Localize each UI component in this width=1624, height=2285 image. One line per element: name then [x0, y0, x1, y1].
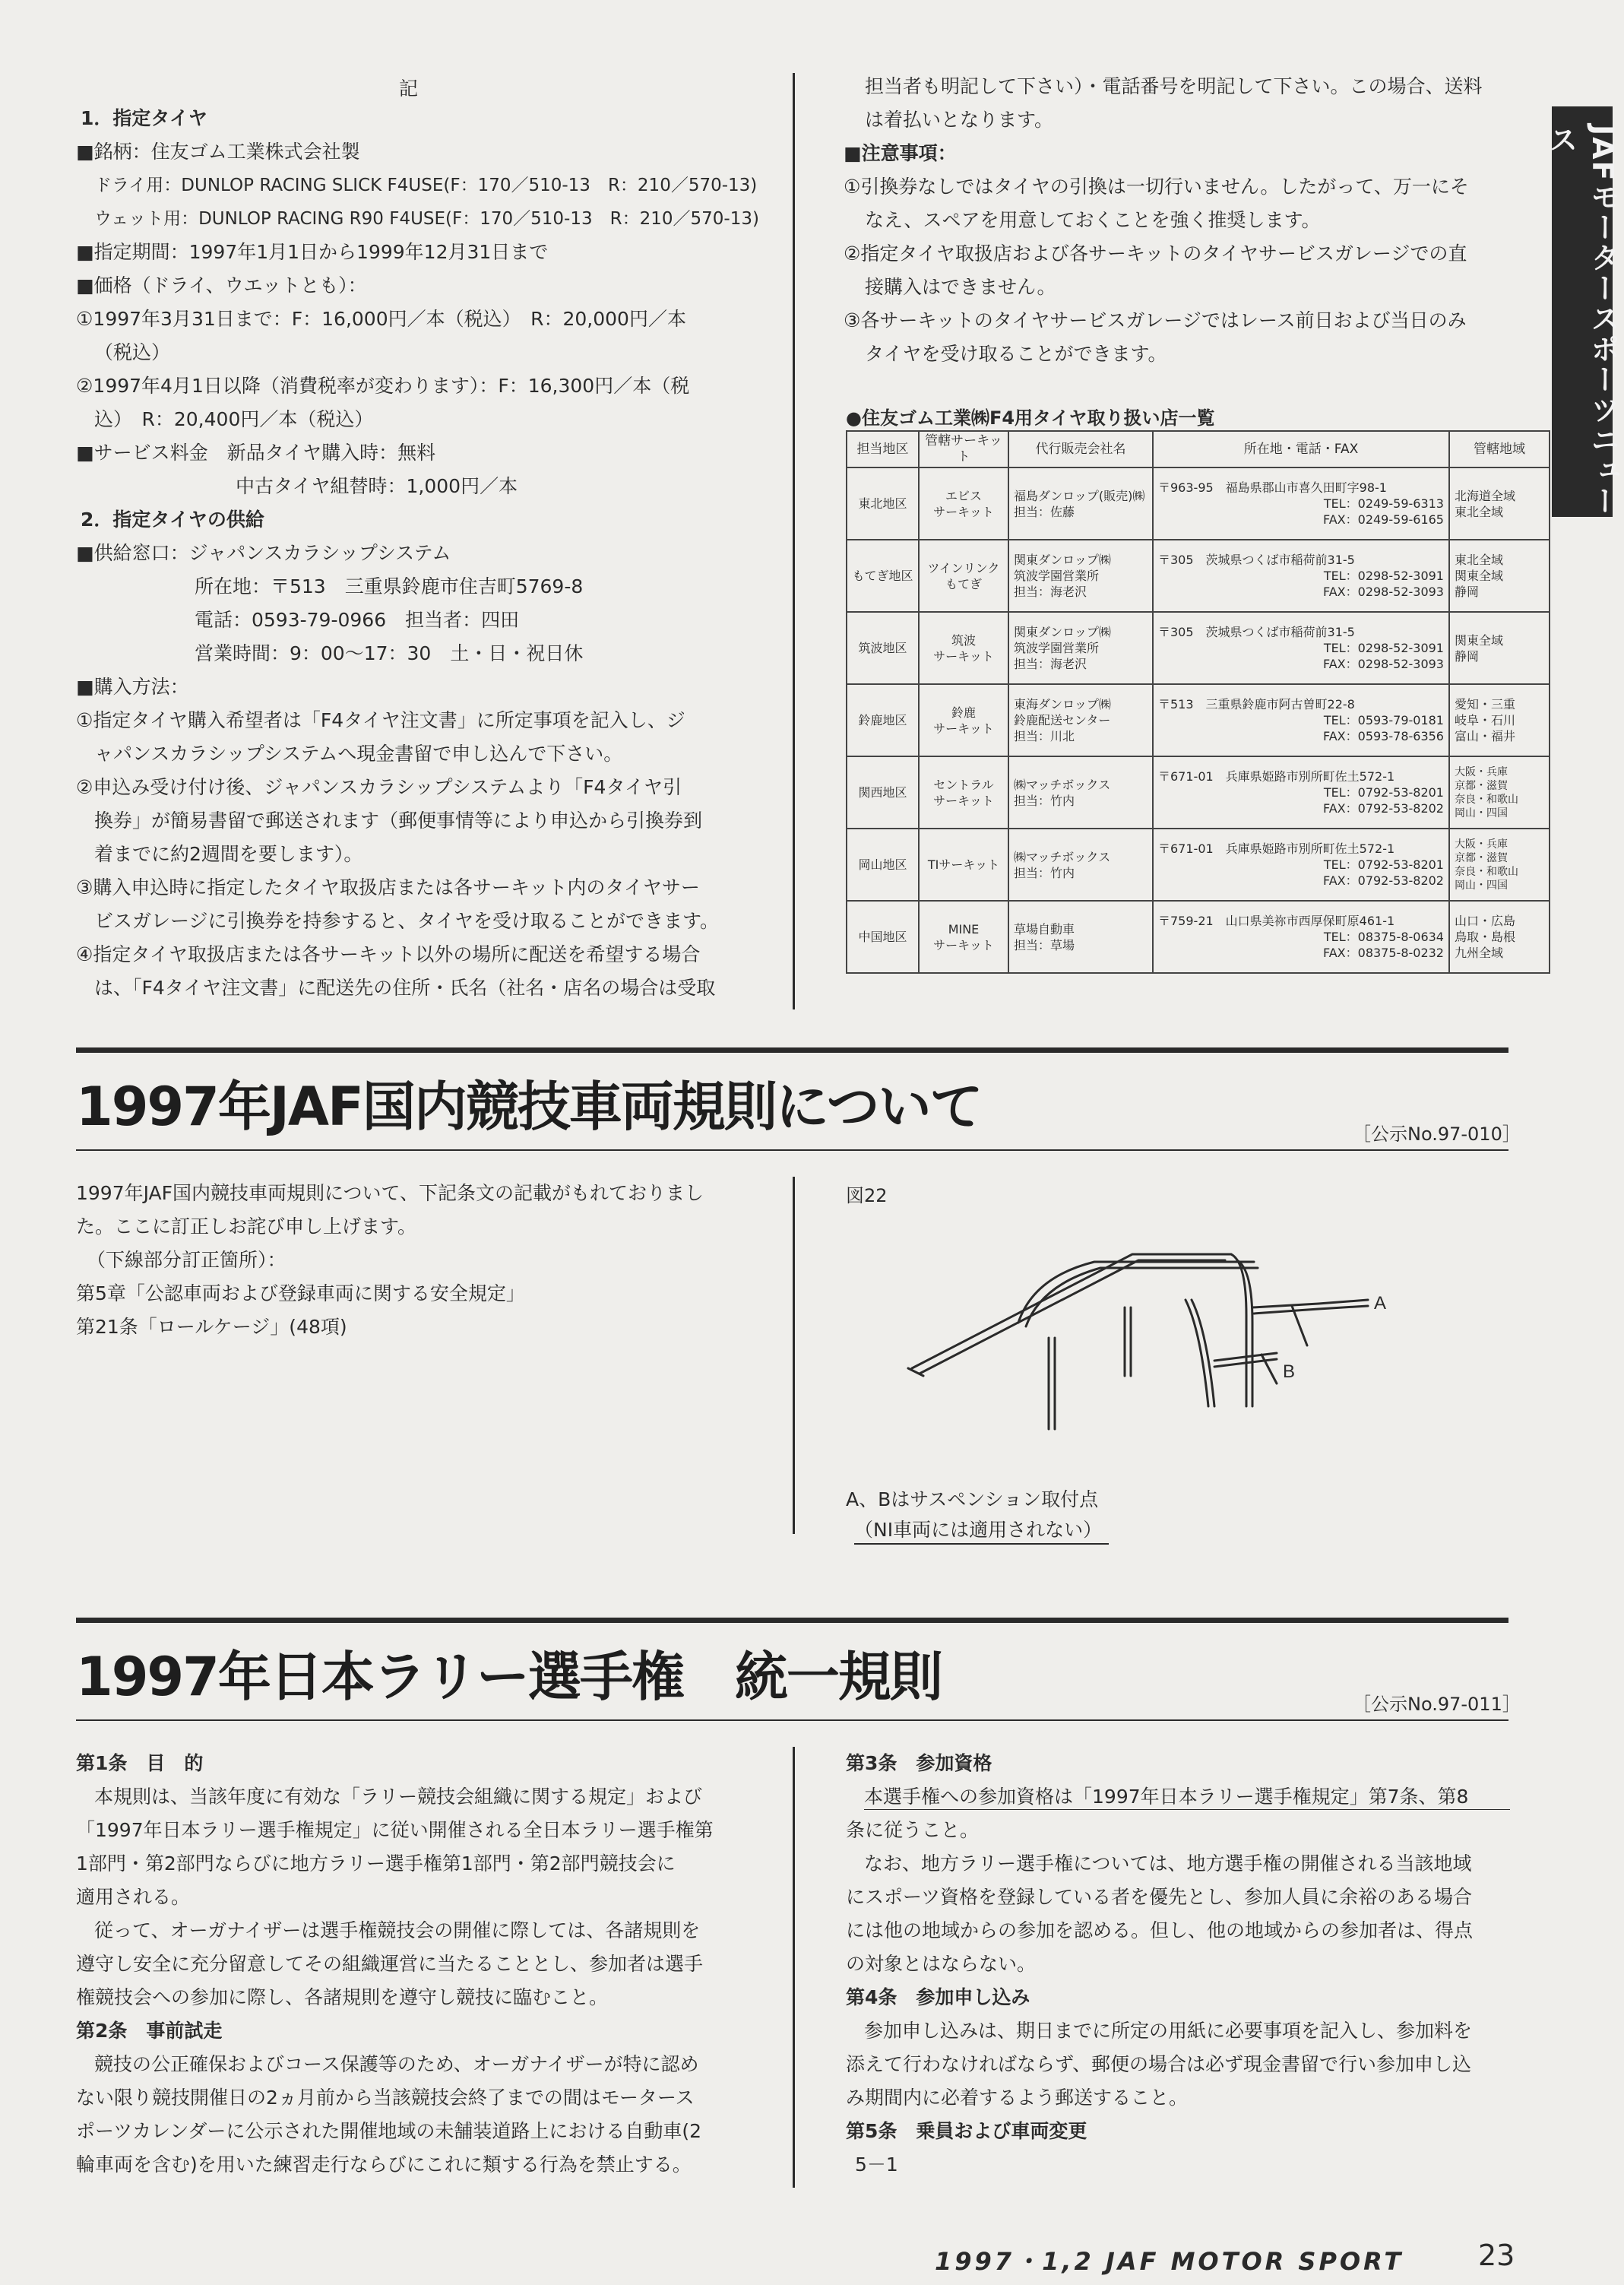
footer-magazine: 1997・1,2 JAF MOTOR SPORT [935, 2247, 1404, 2276]
cell-area: 岡山地区 [847, 829, 919, 901]
line-c3a: ③各サーキットのタイヤサービスガレージではレース前日および当日のみ [844, 309, 1467, 331]
section-title-supply: 2．指定タイヤの供給 [81, 509, 264, 531]
cell-address: 〒671-01 兵庫県姫路市別所町佐土572-1 TEL：0792-53-8201 FAX：0792-53-8202 [1153, 756, 1449, 829]
cell-circuit: エビス サーキット [919, 467, 1008, 540]
table-row [847, 829, 1550, 901]
table-header-row [847, 431, 1550, 467]
section2-notice: ［公示No.97-011］ [1353, 1694, 1521, 1715]
section-title-tire: 1．指定タイヤ [81, 107, 207, 129]
line-window: ■供給窓口：ジャパンスカラシップシステム [76, 542, 451, 564]
line-price: ■価格（ドライ、ウエットとも）： [76, 274, 367, 296]
line-r1: 担当者も明記して下さい）・電話番号を明記して下さい。この場合、送料 [865, 75, 1483, 97]
line-address: 所在地：〒513 三重県鈴鹿市住吉町5769-8 [195, 575, 584, 597]
line-brand: ■銘柄：住友ゴム工業株式会社製 [76, 141, 360, 163]
line-wet: ウェット用：DUNLOP RACING R90 F4USE(F：170／510-13 R：210／570-13) [94, 209, 759, 229]
a1-l5: 従って、オーガナイザーは選手権競技会の開催に際しては、各諸規則を [94, 1919, 701, 1941]
a3-l4: にスポーツ資格を登録している者を優先とし、参加人員に余裕のある場合 [846, 1886, 1473, 1908]
line-p2a: ②申込み受け付け後、ジャパンスカラシップシステムより「F4タイヤ引 [76, 776, 682, 798]
a3-l2: 条に従うこと。 [846, 1819, 980, 1841]
line-price-1: ①1997年3月31日まで：F：16,000円／本（税込） R：20,000円／本 [76, 308, 686, 330]
cell-address: 〒963-95 福島県郡山市喜久田町字98-1 TEL：0249-59-6313 FAX：0249-59-6165 [1153, 467, 1449, 540]
line-caution: ■注意事項： [844, 142, 957, 164]
table-row [847, 540, 1550, 612]
cell-area: もてぎ地区 [847, 540, 919, 612]
a2-l1: 競技の公正確保およびコース保護等のため、オーガナイザーが特に認め [94, 2053, 699, 2075]
tire-shop-table [846, 430, 1550, 974]
th-address: 所在地・電話・FAX [1153, 431, 1449, 467]
line-price-2b: 込） R：20,400円／本（税込） [94, 408, 374, 430]
a3-l5: には他の地域からの参加を認める。但し、他の地域からの参加者は、得点 [846, 1919, 1474, 1941]
column-divider-bottom [793, 1747, 795, 2188]
s1-line4: 第5章「公認車両および登録車両に関する安全規定」 [76, 1282, 525, 1304]
article-1-title: 第1条 目 的 [76, 1752, 204, 1774]
cell-address: 〒513 三重県鈴鹿市阿古曽町22-8 TEL：0593-79-0181 FAX：0593-78-6356 [1153, 684, 1449, 756]
a2-l4: 輪車両を含む)を用いた練習走行ならびにこれに類する行為を禁止する。 [76, 2153, 692, 2176]
column-divider-mid [793, 1177, 795, 1534]
s1-line1: 1997年JAF国内競技車両規則について、下記条文の記載がもれておりまし [76, 1182, 704, 1204]
line-phone: 電話：0593-79-0966 担当者：四田 [195, 609, 520, 631]
section1-heading-underline [76, 1149, 1508, 1151]
line-service-2: 中古タイヤ組替時：1,000円／本 [236, 475, 518, 497]
a1-l2: 「1997年日本ラリー選手権規定」に従い開催される全日本ラリー選手権第 [76, 1819, 714, 1841]
cell-company: 草場自動車 担当：草場 [1008, 901, 1153, 973]
th-company: 代行販売会社名 [1008, 431, 1153, 467]
th-region: 管轄地域 [1449, 431, 1550, 467]
table-title: ●住友ゴム工業㈱F4用タイヤ取り扱い店一覧 [846, 407, 1215, 429]
a3-l6: の対象とはならない。 [846, 1953, 1037, 1975]
cell-company: 東海ダンロップ㈱ 鈴鹿配送センター 担当：川北 [1008, 684, 1153, 756]
a4-l3: み期間内に必着するよう郵送すること。 [846, 2087, 1189, 2109]
cell-region: 関東全域 静岡 [1449, 612, 1550, 684]
label-a: A [1374, 1293, 1387, 1314]
s1-line3: （下線部分訂正箇所）： [87, 1249, 286, 1271]
a5-l1: 5－1 [855, 2153, 898, 2176]
cell-area: 中国地区 [847, 901, 919, 973]
a1-l1: 本規則は、当該年度に有効な「ラリー競技会組織に関する規定」および [94, 1786, 703, 1808]
a4-l2: 添えて行わなければならず、郵便の場合は必ず現金書留で行い参加申し込 [846, 2053, 1472, 2075]
cell-address: 〒759-21 山口県美祢市西厚保町原461-1 TEL：08375-8-0634 FAX：08375-8-0232 [1153, 901, 1449, 973]
cell-company: ㈱マッチボックス 担当：竹内 [1008, 829, 1153, 901]
th-area: 担当地区 [847, 431, 919, 467]
cell-region: 東北全域 関東全域 静岡 [1449, 540, 1550, 612]
s1-line5: 第21条「ロールケージ」(48項) [76, 1316, 347, 1338]
section1-heading: 1997年JAF国内競技車両規則について [76, 1076, 982, 1138]
cell-area: 東北地区 [847, 467, 919, 540]
cell-address: 〒305 茨城県つくば市稲荷前31-5 TEL：0298-52-3091 FAX：0298-52-3093 [1153, 612, 1449, 684]
line-c1b: なえ、スペアを用意しておくことを強く推奨します。 [865, 209, 1321, 231]
line-c1a: ①引換券なしではタイヤの引換は一切行いません。したがって、万一にそ [844, 176, 1469, 198]
table-row [847, 756, 1550, 829]
cell-area: 筑波地区 [847, 612, 919, 684]
line-c2a: ②指定タイヤ取扱店および各サーキットのタイヤサービスガレージでの直 [844, 242, 1467, 265]
table-row [847, 612, 1550, 684]
ki-mark: 記 [399, 78, 419, 100]
a2-l3: ポーツカレンダーに公示された開催地域の未舗装道路上における自動車(2 [76, 2120, 702, 2142]
line-purchase: ■購入方法： [76, 676, 189, 698]
cell-company: ㈱マッチボックス 担当：竹内 [1008, 756, 1153, 829]
section1-notice: ［公示No.97-010］ [1353, 1123, 1521, 1145]
a2-l2: ない限り競技開催日の2ヵ月前から当該競技会終了までの間はモータース [76, 2087, 695, 2109]
cell-circuit: 鈴鹿 サーキット [919, 684, 1008, 756]
cell-company: 関東ダンロップ㈱ 筑波学園営業所 担当：海老沢 [1008, 612, 1153, 684]
left-column-text [76, 102, 759, 1005]
table-row [847, 467, 1550, 540]
cell-area: 鈴鹿地区 [847, 684, 919, 756]
line-price-1b: （税込） [94, 341, 171, 363]
line-r2: は着払いとなります。 [865, 109, 1054, 131]
cell-address: 〒671-01 兵庫県姫路市別所町佐土572-1 TEL：0792-53-8201 FAX：0792-53-8202 [1153, 829, 1449, 901]
line-price-2: ②1997年4月1日以降（消費税率が変わります）：F：16,300円／本（税 [76, 375, 690, 397]
cell-circuit: ツインリンク もてぎ [919, 540, 1008, 612]
side-tab: JAFモータースポーツニュース [1552, 106, 1613, 517]
cell-address: 〒305 茨城県つくば市稲荷前31-5 TEL：0298-52-3091 FAX：0298-52-3093 [1153, 540, 1449, 612]
th-circuit: 管轄サーキット [919, 431, 1008, 467]
line-p2c: 着までに約2週間を要します）。 [94, 843, 363, 865]
cell-region: 大阪・兵庫 京都・滋賀 奈良・和歌山 岡山・四国 [1449, 829, 1550, 901]
section1-top-rule [76, 1047, 1508, 1053]
line-dry: ドライ用：DUNLOP RACING SLICK F4USE(F：170／510-13 R：210／570-13) [94, 176, 758, 195]
line-p4a: ④指定タイヤ取扱店または各サーキット以外の場所に配送を希望する場合 [76, 943, 701, 965]
article-4-title: 第4条 参加申し込み [846, 1986, 1030, 2008]
line-service-1: ■サービス料金 新品タイヤ購入時：無料 [76, 442, 436, 464]
line-p3b: ビスガレージに引換券を持参すると、タイヤを受け取ることができます。 [94, 910, 720, 932]
right-column-text [844, 70, 1483, 371]
column-divider-top [793, 73, 795, 1009]
a1-l4: 適用される。 [76, 1886, 191, 1908]
s1-line2: た。ここに訂正しお詫び申し上げます。 [76, 1215, 417, 1238]
cell-circuit: MINE サーキット [919, 901, 1008, 973]
figure-label: 図22 [846, 1185, 888, 1206]
a1-l6: 遵守し安全に充分留意してその組織運営に当たることとし、参加者は選手 [76, 1953, 704, 1975]
line-period: ■指定期間：1997年1月1日から1999年12月31日まで [76, 241, 549, 263]
line-p4b: は、「F4タイヤ注文書」に配送先の住所・氏名（社名・店名の場合は受取 [94, 977, 716, 999]
article-2-title: 第2条 事前試走 [76, 2020, 223, 2042]
table-row [847, 901, 1550, 973]
cell-circuit: セントラル サーキット [919, 756, 1008, 829]
line-c2b: 接購入はできません。 [865, 276, 1056, 298]
a1-l3: 1部門・第2部門ならびに地方ラリー選手権第1部門・第2部門競技会に [76, 1852, 676, 1875]
cell-company: 福島ダンロップ(販売)㈱ 担当：佐藤 [1008, 467, 1153, 540]
a3-underline [864, 1809, 1510, 1810]
label-b: B [1283, 1361, 1296, 1382]
section1-body [76, 1177, 704, 1344]
a3-l1: 本選手権への参加資格は「1997年日本ラリー選手権規定」第7条、第8 [864, 1786, 1469, 1808]
a1-l7: 権競技会への参加に際し、各諸規則を遵守し競技に臨むこと。 [76, 1986, 609, 2008]
article-5-title: 第5条 乗員および車両変更 [846, 2120, 1087, 2142]
line-p2b: 換券」が簡易書留で郵送されます（郵便事情等により申込から引換券到 [94, 810, 703, 832]
line-p3a: ③購入申込時に指定したタイヤ取扱店または各サーキット内のタイヤサー [76, 876, 700, 898]
line-p1a: ①指定タイヤ購入希望者は「F4タイヤ注文書」に所定事項を記入し、ジ [76, 709, 685, 731]
roll-cage-figure [897, 1216, 1398, 1444]
cell-region: 愛知・三重 岐阜・石川 富山・福井 [1449, 684, 1550, 756]
line-hours: 営業時間：9：00〜17：30 土・日・祝日休 [195, 642, 584, 664]
cell-company: 関東ダンロップ㈱ 筑波学園営業所 担当：海老沢 [1008, 540, 1153, 612]
section2-heading: 1997年日本ラリー選手権 統一規則 [76, 1646, 942, 1708]
page-number: 23 [1478, 2239, 1515, 2272]
cell-region: 大阪・兵庫 京都・滋賀 奈良・和歌山 岡山・四国 [1449, 756, 1550, 829]
cell-region: 山口・広島 鳥取・島根 九州全域 [1449, 901, 1550, 973]
figure-caption-1: A、Bはサスペンション取付点 [846, 1488, 1099, 1510]
line-c3b: タイヤを受け取ることができます。 [865, 343, 1167, 365]
a4-l1: 参加申し込みは、期日までに所定の用紙に必要事項を記入し、参加料を [864, 2020, 1473, 2042]
table-row [847, 684, 1550, 756]
section2-top-rule [76, 1618, 1508, 1623]
cell-area: 関西地区 [847, 756, 919, 829]
section2-left-body [76, 1747, 714, 2182]
cell-circuit: TIサーキット [919, 829, 1008, 901]
section2-heading-underline [76, 1719, 1508, 1721]
cell-region: 北海道全域 東北全域 [1449, 467, 1550, 540]
article-3-title: 第3条 参加資格 [846, 1752, 992, 1774]
line-p1b: ャパンスカラシップシステムへ現金書留で申し込んで下さい。 [94, 743, 623, 765]
section2-right-body [846, 1747, 1473, 2182]
cell-circuit: 筑波 サーキット [919, 612, 1008, 684]
caption-underline [854, 1543, 1109, 1545]
figure-caption-2: （NI車両には適用されない） [854, 1519, 1103, 1541]
a3-l3: なお、地方ラリー選手権については、地方選手権の開催される当該地域 [864, 1852, 1472, 1875]
